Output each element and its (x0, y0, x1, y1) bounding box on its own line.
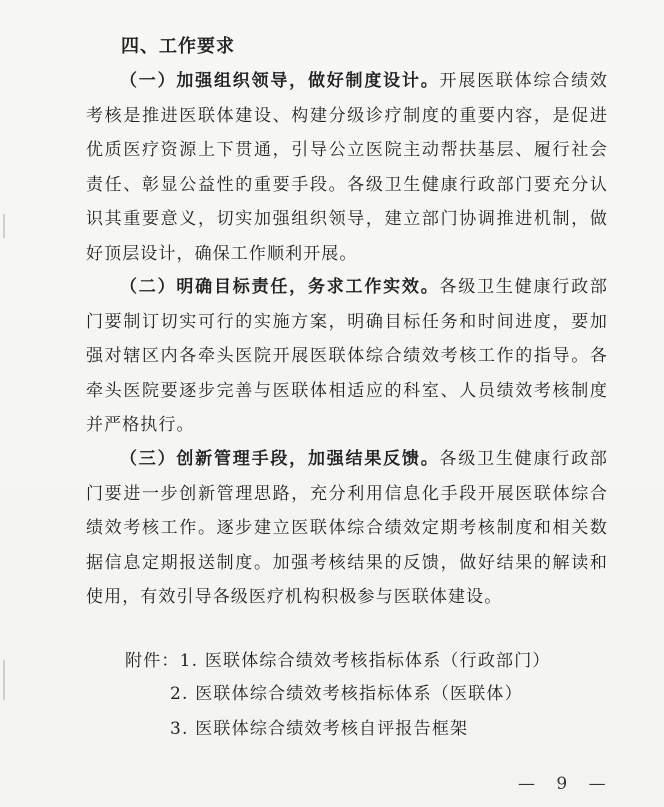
scan-artifact (3, 214, 5, 238)
paragraph-3 (86, 442, 608, 615)
paragraph-3-lead: （三）创新管理手段，加强结果反馈。 (120, 449, 440, 469)
paragraph-2-body: 各级卫生健康行政部门要制订切实可行的实施方案，明确目标任务和时间进度，要加强对辖区内各牵头医院开展医联体综合绩效考核工作的指导。各牵头医院要逐步完善与医联体相适应的科室、人员绩效考核制度并严格执行。 (86, 277, 608, 436)
attachments-label: 附件： (125, 651, 180, 671)
attachment-3-text: 3. 医联体综合绩效考核自评报告框架 (170, 719, 469, 739)
attachment-2 (170, 679, 523, 704)
attachment-3 (170, 714, 468, 739)
paragraph-2 (86, 270, 608, 443)
paragraph-3-body: 各级卫生健康行政部门要进一步创新管理思路，充分利用信息化手段开展医联体综合绩效考核工作。逐步建立医联体综合绩效定期考核制度和相关数据信息定期报送制度。加强考核结果的反馈，做好结果的解读和使用，有效引导各级医疗机构积极参与医联体建设。 (86, 449, 608, 608)
attachment-1 (125, 646, 551, 671)
paragraph-1 (86, 64, 608, 272)
page-number: — 9 — (518, 774, 614, 794)
paragraph-1-body: 开展医联体综合绩效考核是推进医联体建设、构建分级诊疗制度的重要内容，是促进优质医疗资源上下贯通，引导公立医院主动帮扶基层、履行社会责任、彰显公益性的重要手段。各级卫生健康行政部门要充分认识其重要意义，切实加强组织领导，建立部门协调推进机制，做好顶层设计，确保工作顺利开展。 (86, 71, 608, 264)
scan-artifact (3, 660, 5, 700)
attachment-1-text: 1. 医联体综合绩效考核指标体系（行政部门） (179, 651, 551, 671)
section-heading: 四、工作要求 (121, 36, 235, 57)
paragraph-2-lead: （二）明确目标责任，务求工作实效。 (120, 277, 440, 297)
attachment-2-text: 2. 医联体综合绩效考核指标体系（医联体） (170, 684, 523, 704)
paragraph-1-lead: （一）加强组织领导，做好制度设计。 (120, 71, 440, 91)
